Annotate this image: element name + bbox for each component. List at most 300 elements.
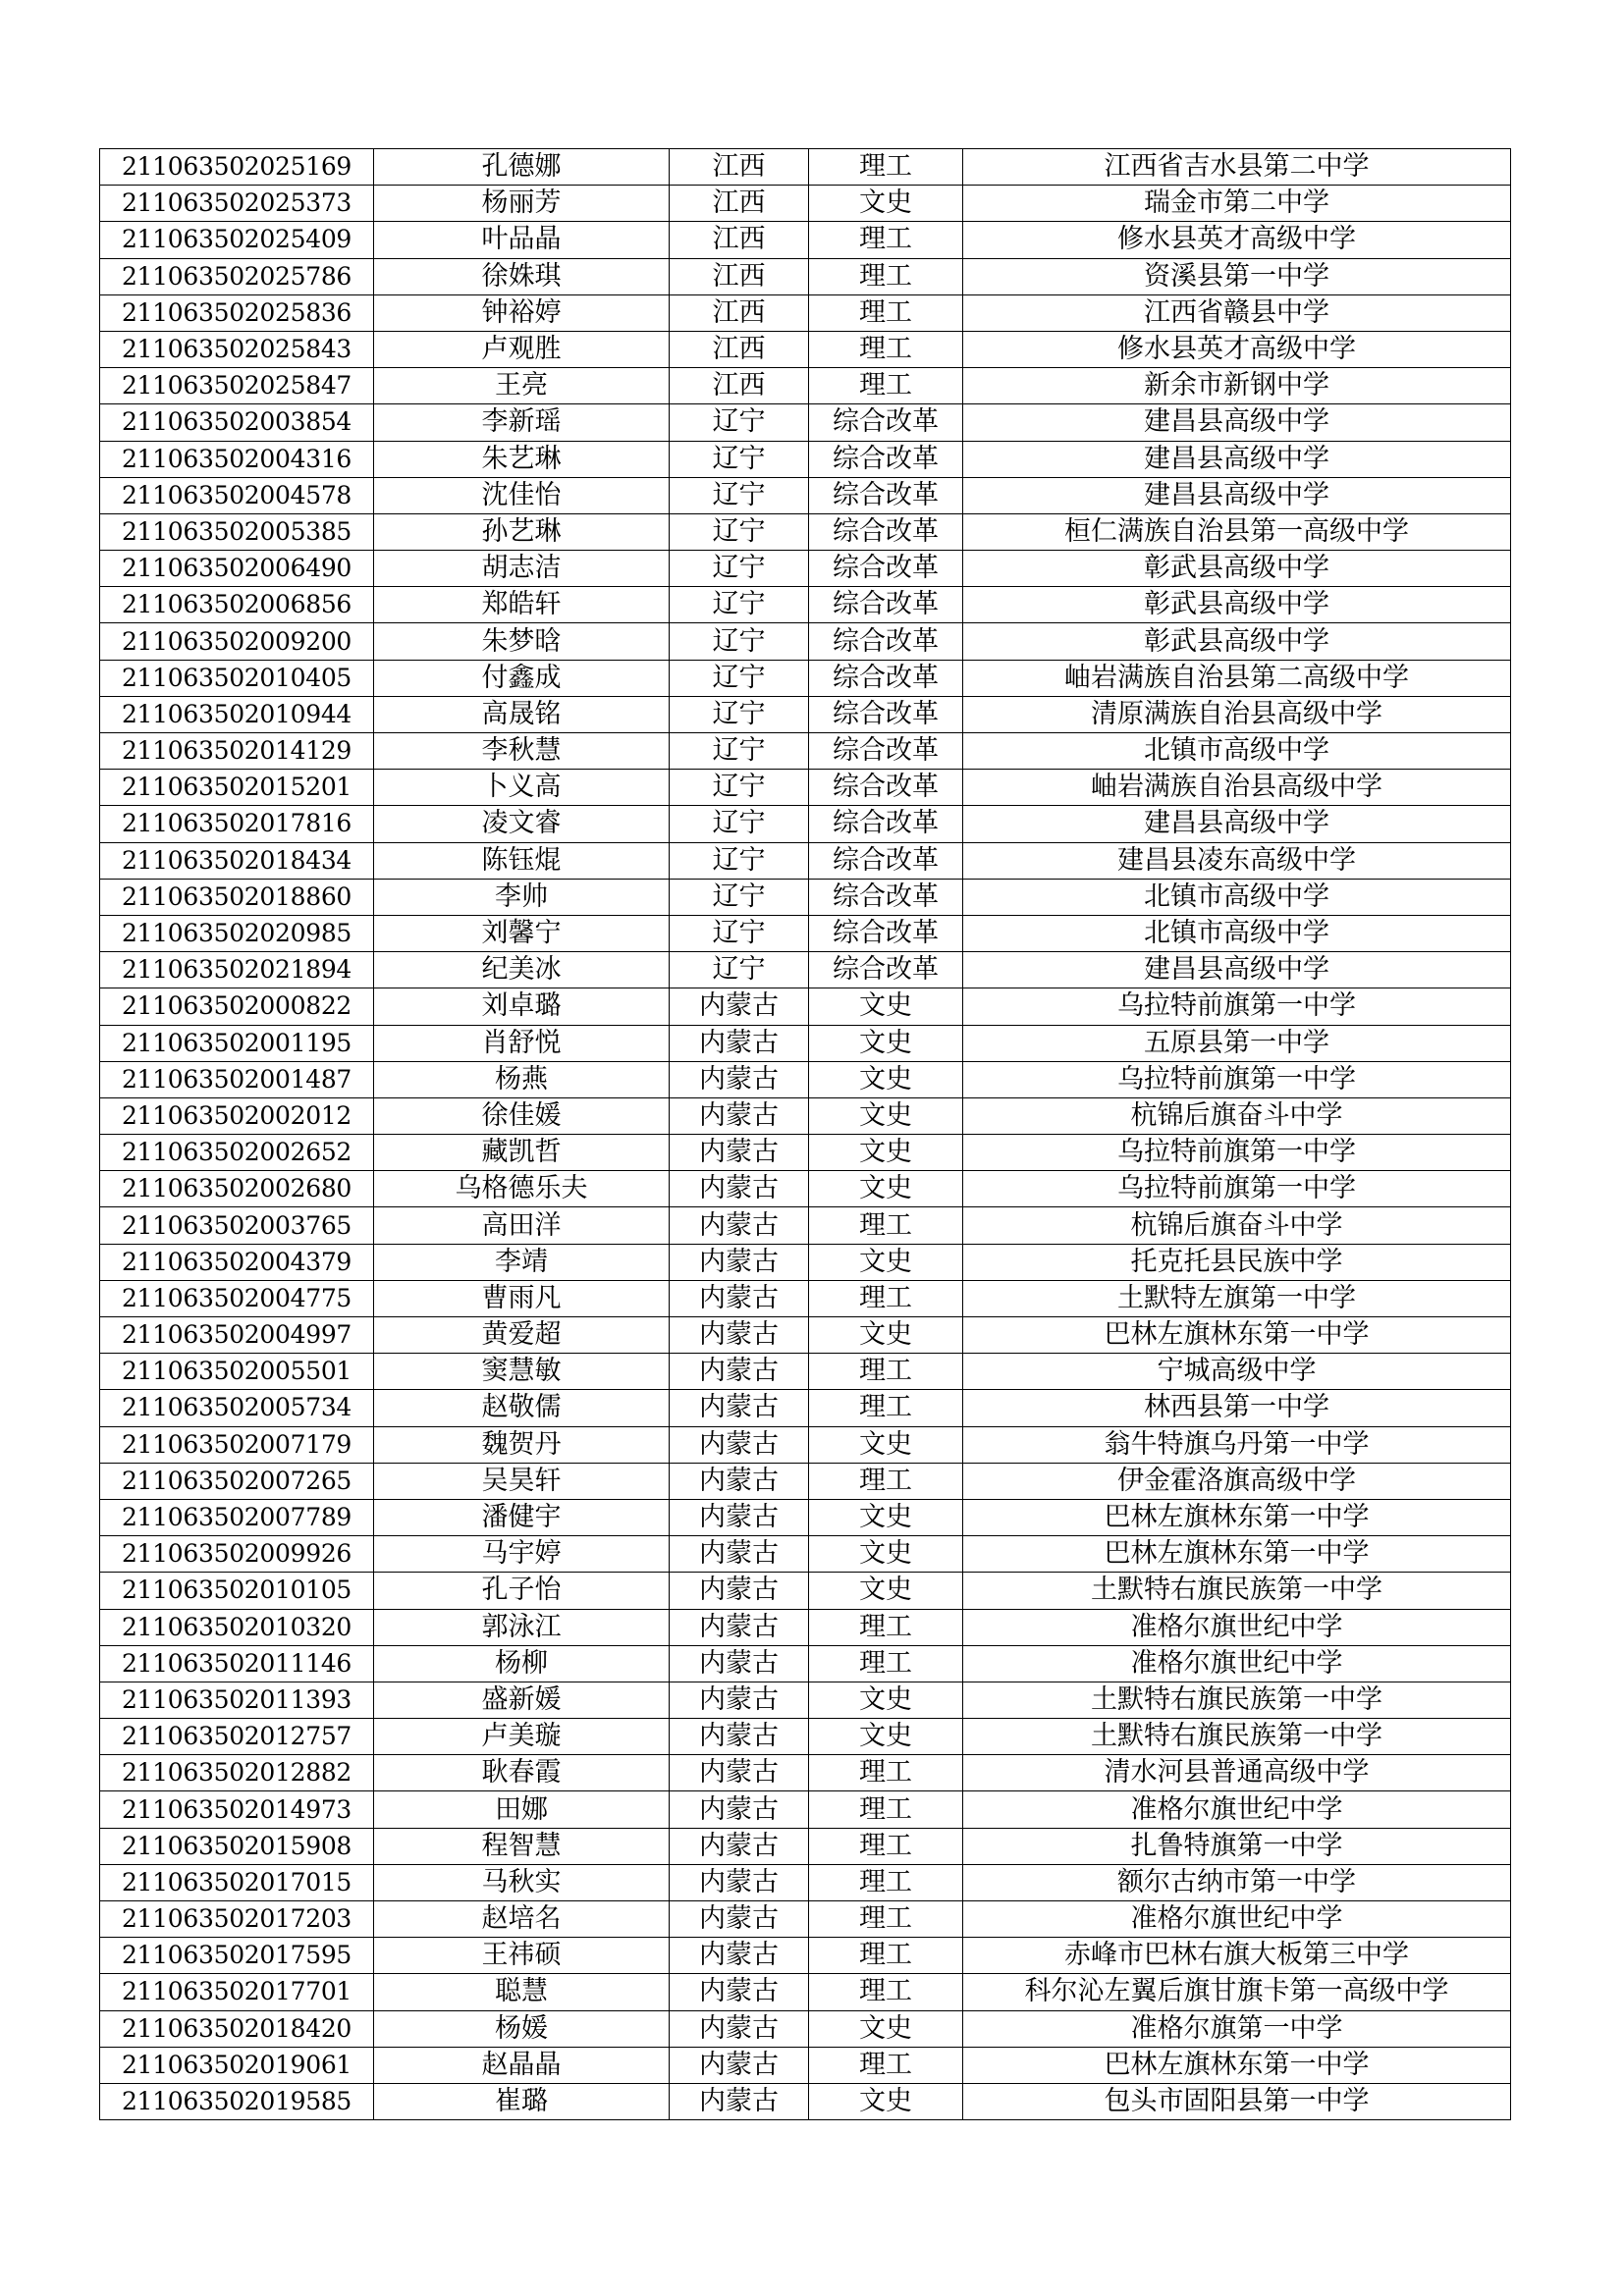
province-cell: 内蒙古: [670, 988, 809, 1025]
school-cell: 乌拉特前旗第一中学: [963, 988, 1511, 1025]
table-row: [100, 1938, 1511, 1974]
name-cell: 卜义高: [374, 770, 670, 806]
school-cell: 建昌县高级中学: [963, 952, 1511, 988]
province-cell: 内蒙古: [670, 1536, 809, 1573]
candidate-id-cell: 211063502012757: [100, 1719, 374, 1755]
name-cell: 李新瑶: [374, 404, 670, 441]
school-cell: 清水河县普通高级中学: [963, 1755, 1511, 1791]
candidate-id-cell: 211063502009926: [100, 1536, 374, 1573]
candidate-id-cell: 211063502010405: [100, 660, 374, 696]
province-cell: 内蒙古: [670, 1061, 809, 1097]
table-row: [100, 733, 1511, 770]
table-row: [100, 1901, 1511, 1938]
candidate-id-cell: 211063502010944: [100, 696, 374, 732]
table-row: [100, 258, 1511, 294]
name-cell: 郭泳江: [374, 1609, 670, 1645]
candidate-id-cell: 211063502017701: [100, 1974, 374, 2010]
candidate-id-cell: 211063502025169: [100, 149, 374, 186]
candidate-id-cell: 211063502005734: [100, 1390, 374, 1426]
category-cell: 文史: [809, 1573, 963, 1609]
table-row: [100, 587, 1511, 623]
school-cell: 建昌县高级中学: [963, 404, 1511, 441]
name-cell: 程智慧: [374, 1828, 670, 1864]
school-cell: 额尔古纳市第一中学: [963, 1864, 1511, 1900]
candidate-id-cell: 211063502010105: [100, 1573, 374, 1609]
candidate-id-cell: 211063502018434: [100, 842, 374, 879]
table-body: [100, 149, 1511, 2120]
name-cell: 王亮: [374, 368, 670, 404]
category-cell: 理工: [809, 1864, 963, 1900]
category-cell: 综合改革: [809, 513, 963, 550]
table-row: [100, 1426, 1511, 1463]
candidate-id-cell: 211063502004775: [100, 1280, 374, 1316]
province-cell: 内蒙古: [670, 1097, 809, 1134]
province-cell: 内蒙古: [670, 1755, 809, 1791]
name-cell: 乌格德乐夫: [374, 1171, 670, 1207]
school-cell: 准格尔旗世纪中学: [963, 1901, 1511, 1938]
category-cell: 理工: [809, 1354, 963, 1390]
candidate-id-cell: 211063502021894: [100, 952, 374, 988]
province-cell: 内蒙古: [670, 1499, 809, 1535]
name-cell: 纪美冰: [374, 952, 670, 988]
table-row: [100, 2083, 1511, 2119]
province-cell: 内蒙古: [670, 1573, 809, 1609]
province-cell: 内蒙古: [670, 1171, 809, 1207]
school-cell: 乌拉特前旗第一中学: [963, 1171, 1511, 1207]
school-cell: 建昌县高级中学: [963, 806, 1511, 842]
table-row: [100, 1097, 1511, 1134]
school-cell: 杭锦后旗奋斗中学: [963, 1207, 1511, 1244]
school-cell: 北镇市高级中学: [963, 733, 1511, 770]
table-row: [100, 551, 1511, 587]
category-cell: 综合改革: [809, 952, 963, 988]
candidate-id-cell: 211063502015908: [100, 1828, 374, 1864]
category-cell: 理工: [809, 1463, 963, 1499]
province-cell: 辽宁: [670, 806, 809, 842]
name-cell: 耿春霞: [374, 1755, 670, 1791]
school-cell: 土默特右旗民族第一中学: [963, 1719, 1511, 1755]
name-cell: 曹雨凡: [374, 1280, 670, 1316]
name-cell: 魏贺丹: [374, 1426, 670, 1463]
candidate-id-cell: 211063502025409: [100, 222, 374, 258]
name-cell: 黄爱超: [374, 1317, 670, 1354]
category-cell: 理工: [809, 368, 963, 404]
school-cell: 杭锦后旗奋斗中学: [963, 1097, 1511, 1134]
candidate-id-cell: 211063502002652: [100, 1135, 374, 1171]
category-cell: 文史: [809, 1682, 963, 1718]
candidate-id-cell: 211063502012882: [100, 1755, 374, 1791]
table-row: [100, 1791, 1511, 1828]
category-cell: 综合改革: [809, 623, 963, 660]
school-cell: 乌拉特前旗第一中学: [963, 1061, 1511, 1097]
school-cell: 江西省吉水县第二中学: [963, 149, 1511, 186]
name-cell: 李靖: [374, 1244, 670, 1280]
candidate-id-cell: 211063502017015: [100, 1864, 374, 1900]
province-cell: 内蒙古: [670, 1719, 809, 1755]
school-cell: 准格尔旗世纪中学: [963, 1609, 1511, 1645]
candidate-id-cell: 211063502003854: [100, 404, 374, 441]
province-cell: 辽宁: [670, 660, 809, 696]
school-cell: 新余市新钢中学: [963, 368, 1511, 404]
province-cell: 内蒙古: [670, 2010, 809, 2047]
school-cell: 彰武县高级中学: [963, 623, 1511, 660]
province-cell: 辽宁: [670, 623, 809, 660]
candidate-id-cell: 211063502005501: [100, 1354, 374, 1390]
category-cell: 理工: [809, 222, 963, 258]
candidate-id-cell: 211063502017595: [100, 1938, 374, 1974]
school-cell: 准格尔旗世纪中学: [963, 1791, 1511, 1828]
province-cell: 江西: [670, 222, 809, 258]
school-cell: 乌拉特前旗第一中学: [963, 1135, 1511, 1171]
school-cell: 土默特右旗民族第一中学: [963, 1573, 1511, 1609]
category-cell: 文史: [809, 186, 963, 222]
category-cell: 文史: [809, 1244, 963, 1280]
name-cell: 孔德娜: [374, 149, 670, 186]
category-cell: 综合改革: [809, 404, 963, 441]
category-cell: 理工: [809, 294, 963, 331]
school-cell: 北镇市高级中学: [963, 915, 1511, 951]
candidate-id-cell: 211063502017203: [100, 1901, 374, 1938]
category-cell: 综合改革: [809, 587, 963, 623]
table-row: [100, 441, 1511, 477]
candidate-id-cell: 211063502004316: [100, 441, 374, 477]
candidate-id-cell: 211063502003765: [100, 1207, 374, 1244]
candidate-id-cell: 211063502010320: [100, 1609, 374, 1645]
table-row: [100, 988, 1511, 1025]
category-cell: 文史: [809, 1426, 963, 1463]
table-row: [100, 2010, 1511, 2047]
province-cell: 江西: [670, 258, 809, 294]
candidate-id-cell: 211063502009200: [100, 623, 374, 660]
candidate-id-cell: 211063502002680: [100, 1171, 374, 1207]
name-cell: 杨柳: [374, 1645, 670, 1682]
candidate-id-cell: 211063502018860: [100, 879, 374, 915]
candidate-id-cell: 211063502025373: [100, 186, 374, 222]
school-cell: 岫岩满族自治县高级中学: [963, 770, 1511, 806]
province-cell: 内蒙古: [670, 1390, 809, 1426]
table-row: [100, 1025, 1511, 1061]
province-cell: 内蒙古: [670, 2083, 809, 2119]
name-cell: 沈佳怡: [374, 477, 670, 513]
candidate-id-cell: 211063502002012: [100, 1097, 374, 1134]
name-cell: 王祎硕: [374, 1938, 670, 1974]
province-cell: 内蒙古: [670, 1901, 809, 1938]
table-row: [100, 404, 1511, 441]
name-cell: 吴昊轩: [374, 1463, 670, 1499]
name-cell: 孙艺琳: [374, 513, 670, 550]
province-cell: 江西: [670, 331, 809, 367]
name-cell: 高田洋: [374, 1207, 670, 1244]
name-cell: 朱艺琳: [374, 441, 670, 477]
admission-list-table: [99, 148, 1511, 2120]
candidate-id-cell: 211063502000822: [100, 988, 374, 1025]
school-cell: 巴林左旗林东第一中学: [963, 2047, 1511, 2083]
table-row: [100, 1609, 1511, 1645]
name-cell: 朱梦晗: [374, 623, 670, 660]
province-cell: 内蒙古: [670, 1135, 809, 1171]
province-cell: 内蒙古: [670, 2047, 809, 2083]
name-cell: 徐佳媛: [374, 1097, 670, 1134]
province-cell: 辽宁: [670, 770, 809, 806]
school-cell: 彰武县高级中学: [963, 587, 1511, 623]
table-row: [100, 1244, 1511, 1280]
school-cell: 修水县英才高级中学: [963, 222, 1511, 258]
table-row: [100, 1755, 1511, 1791]
school-cell: 科尔沁左翼后旗甘旗卡第一高级中学: [963, 1974, 1511, 2010]
table-row: [100, 1974, 1511, 2010]
province-cell: 内蒙古: [670, 1645, 809, 1682]
category-cell: 理工: [809, 1609, 963, 1645]
table-row: [100, 1536, 1511, 1573]
table-row: [100, 842, 1511, 879]
name-cell: 杨燕: [374, 1061, 670, 1097]
candidate-id-cell: 211063502015201: [100, 770, 374, 806]
name-cell: 刘卓璐: [374, 988, 670, 1025]
table-row: [100, 660, 1511, 696]
category-cell: 文史: [809, 1097, 963, 1134]
table-row: [100, 294, 1511, 331]
category-cell: 综合改革: [809, 441, 963, 477]
category-cell: 理工: [809, 1645, 963, 1682]
category-cell: 文史: [809, 1171, 963, 1207]
school-cell: 林西县第一中学: [963, 1390, 1511, 1426]
category-cell: 综合改革: [809, 842, 963, 879]
candidate-id-cell: 211063502007265: [100, 1463, 374, 1499]
school-cell: 巴林左旗林东第一中学: [963, 1317, 1511, 1354]
school-cell: 彰武县高级中学: [963, 551, 1511, 587]
category-cell: 文史: [809, 1135, 963, 1171]
candidate-id-cell: 211063502014973: [100, 1791, 374, 1828]
category-cell: 文史: [809, 2010, 963, 2047]
name-cell: 马秋实: [374, 1864, 670, 1900]
school-cell: 瑞金市第二中学: [963, 186, 1511, 222]
category-cell: 综合改革: [809, 915, 963, 951]
school-cell: 翁牛特旗乌丹第一中学: [963, 1426, 1511, 1463]
category-cell: 综合改革: [809, 696, 963, 732]
province-cell: 内蒙古: [670, 1682, 809, 1718]
category-cell: 理工: [809, 149, 963, 186]
school-cell: 建昌县高级中学: [963, 441, 1511, 477]
province-cell: 辽宁: [670, 551, 809, 587]
name-cell: 田娜: [374, 1791, 670, 1828]
province-cell: 辽宁: [670, 733, 809, 770]
school-cell: 建昌县高级中学: [963, 477, 1511, 513]
province-cell: 内蒙古: [670, 1864, 809, 1900]
table-row: [100, 331, 1511, 367]
category-cell: 理工: [809, 2047, 963, 2083]
province-cell: 辽宁: [670, 441, 809, 477]
school-cell: 修水县英才高级中学: [963, 331, 1511, 367]
province-cell: 内蒙古: [670, 1938, 809, 1974]
candidate-id-cell: 211063502006490: [100, 551, 374, 587]
category-cell: 综合改革: [809, 879, 963, 915]
table-row: [100, 513, 1511, 550]
candidate-id-cell: 211063502025843: [100, 331, 374, 367]
province-cell: 内蒙古: [670, 1463, 809, 1499]
province-cell: 辽宁: [670, 477, 809, 513]
category-cell: 理工: [809, 1901, 963, 1938]
school-cell: 岫岩满族自治县第二高级中学: [963, 660, 1511, 696]
table-row: [100, 477, 1511, 513]
province-cell: 辽宁: [670, 587, 809, 623]
category-cell: 文史: [809, 2083, 963, 2119]
table-row: [100, 1864, 1511, 1900]
name-cell: 李秋慧: [374, 733, 670, 770]
province-cell: 辽宁: [670, 952, 809, 988]
table-row: [100, 222, 1511, 258]
table-row: [100, 1171, 1511, 1207]
name-cell: 赵晶晶: [374, 2047, 670, 2083]
school-cell: 清原满族自治县高级中学: [963, 696, 1511, 732]
name-cell: 孔子怡: [374, 1573, 670, 1609]
province-cell: 内蒙古: [670, 1207, 809, 1244]
province-cell: 内蒙古: [670, 1025, 809, 1061]
table-row: [100, 1645, 1511, 1682]
province-cell: 江西: [670, 186, 809, 222]
school-cell: 桓仁满族自治县第一高级中学: [963, 513, 1511, 550]
province-cell: 内蒙古: [670, 1974, 809, 2010]
school-cell: 宁城高级中学: [963, 1354, 1511, 1390]
category-cell: 理工: [809, 1974, 963, 2010]
category-cell: 文史: [809, 1499, 963, 1535]
candidate-id-cell: 211063502017816: [100, 806, 374, 842]
category-cell: 综合改革: [809, 477, 963, 513]
table-row: [100, 1682, 1511, 1718]
province-cell: 辽宁: [670, 842, 809, 879]
school-cell: 准格尔旗世纪中学: [963, 1645, 1511, 1682]
table-row: [100, 368, 1511, 404]
table-row: [100, 879, 1511, 915]
table-row: [100, 952, 1511, 988]
table-row: [100, 1061, 1511, 1097]
name-cell: 潘健宇: [374, 1499, 670, 1535]
name-cell: 赵培名: [374, 1901, 670, 1938]
category-cell: 文史: [809, 1025, 963, 1061]
category-cell: 综合改革: [809, 660, 963, 696]
candidate-id-cell: 211063502025786: [100, 258, 374, 294]
province-cell: 辽宁: [670, 915, 809, 951]
candidate-id-cell: 211063502014129: [100, 733, 374, 770]
table-row: [100, 1317, 1511, 1354]
candidate-id-cell: 211063502001195: [100, 1025, 374, 1061]
candidate-id-cell: 211063502018420: [100, 2010, 374, 2047]
school-cell: 土默特左旗第一中学: [963, 1280, 1511, 1316]
category-cell: 综合改革: [809, 806, 963, 842]
candidate-id-cell: 211063502004997: [100, 1317, 374, 1354]
province-cell: 内蒙古: [670, 1280, 809, 1316]
table-row: [100, 696, 1511, 732]
province-cell: 内蒙古: [670, 1317, 809, 1354]
name-cell: 徐姝琪: [374, 258, 670, 294]
candidate-id-cell: 211063502025836: [100, 294, 374, 331]
name-cell: 叶品晶: [374, 222, 670, 258]
school-cell: 北镇市高级中学: [963, 879, 1511, 915]
province-cell: 内蒙古: [670, 1426, 809, 1463]
school-cell: 伊金霍洛旗高级中学: [963, 1463, 1511, 1499]
candidate-id-cell: 211063502019061: [100, 2047, 374, 2083]
name-cell: 卢观胜: [374, 331, 670, 367]
category-cell: 文史: [809, 1317, 963, 1354]
name-cell: 卢美璇: [374, 1719, 670, 1755]
province-cell: 江西: [670, 149, 809, 186]
candidate-id-cell: 211063502006856: [100, 587, 374, 623]
candidate-id-cell: 211063502011146: [100, 1645, 374, 1682]
name-cell: 崔璐: [374, 2083, 670, 2119]
province-cell: 内蒙古: [670, 1244, 809, 1280]
name-cell: 陈钰焜: [374, 842, 670, 879]
province-cell: 江西: [670, 368, 809, 404]
school-cell: 托克托县民族中学: [963, 1244, 1511, 1280]
school-cell: 五原县第一中学: [963, 1025, 1511, 1061]
table-row: [100, 1828, 1511, 1864]
category-cell: 理工: [809, 1828, 963, 1864]
province-cell: 内蒙古: [670, 1791, 809, 1828]
name-cell: 杨丽芳: [374, 186, 670, 222]
category-cell: 理工: [809, 331, 963, 367]
table-row: [100, 1499, 1511, 1535]
table-row: [100, 915, 1511, 951]
school-cell: 巴林左旗林东第一中学: [963, 1499, 1511, 1535]
name-cell: 聪慧: [374, 1974, 670, 2010]
name-cell: 马宇婷: [374, 1536, 670, 1573]
school-cell: 包头市固阳县第一中学: [963, 2083, 1511, 2119]
school-cell: 巴林左旗林东第一中学: [963, 1536, 1511, 1573]
category-cell: 综合改革: [809, 733, 963, 770]
category-cell: 综合改革: [809, 551, 963, 587]
candidate-id-cell: 211063502019585: [100, 2083, 374, 2119]
table-row: [100, 1719, 1511, 1755]
candidate-id-cell: 211063502007789: [100, 1499, 374, 1535]
candidate-id-cell: 211063502025847: [100, 368, 374, 404]
candidate-id-cell: 211063502005385: [100, 513, 374, 550]
table-row: [100, 1280, 1511, 1316]
category-cell: 文史: [809, 1061, 963, 1097]
table-row: [100, 1207, 1511, 1244]
name-cell: 付鑫成: [374, 660, 670, 696]
table-row: [100, 186, 1511, 222]
province-cell: 江西: [670, 294, 809, 331]
school-cell: 扎鲁特旗第一中学: [963, 1828, 1511, 1864]
name-cell: 钟裕婷: [374, 294, 670, 331]
name-cell: 窦慧敏: [374, 1354, 670, 1390]
category-cell: 文史: [809, 1536, 963, 1573]
name-cell: 高晟铭: [374, 696, 670, 732]
school-cell: 资溪县第一中学: [963, 258, 1511, 294]
category-cell: 综合改革: [809, 770, 963, 806]
province-cell: 辽宁: [670, 879, 809, 915]
province-cell: 内蒙古: [670, 1828, 809, 1864]
name-cell: 凌文睿: [374, 806, 670, 842]
province-cell: 辽宁: [670, 404, 809, 441]
table-row: [100, 1354, 1511, 1390]
category-cell: 理工: [809, 1938, 963, 1974]
table-row: [100, 1573, 1511, 1609]
school-cell: 赤峰市巴林右旗大板第三中学: [963, 1938, 1511, 1974]
category-cell: 理工: [809, 1755, 963, 1791]
province-cell: 辽宁: [670, 696, 809, 732]
category-cell: 文史: [809, 988, 963, 1025]
name-cell: 赵敬儒: [374, 1390, 670, 1426]
name-cell: 刘馨宁: [374, 915, 670, 951]
province-cell: 内蒙古: [670, 1609, 809, 1645]
name-cell: 盛新媛: [374, 1682, 670, 1718]
school-cell: 江西省赣县中学: [963, 294, 1511, 331]
name-cell: 肖舒悦: [374, 1025, 670, 1061]
province-cell: 辽宁: [670, 513, 809, 550]
school-cell: 建昌县凌东高级中学: [963, 842, 1511, 879]
table-row: [100, 149, 1511, 186]
candidate-id-cell: 211063502011393: [100, 1682, 374, 1718]
